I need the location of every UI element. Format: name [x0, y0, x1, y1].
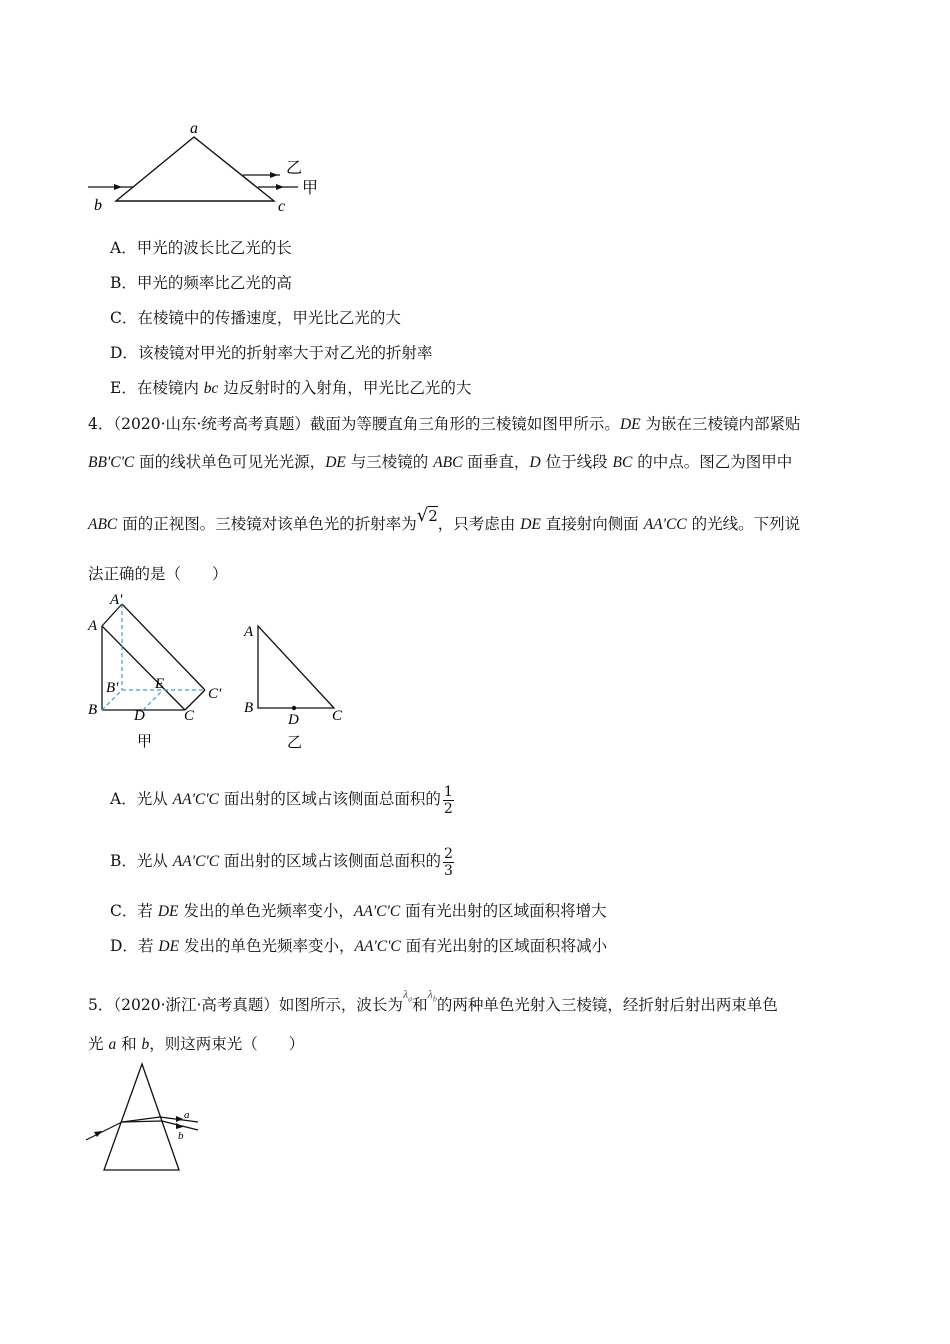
- q5-stem-line2: 光 a 和 b，则这两束光（ ）: [88, 1035, 305, 1053]
- label-jia: 甲: [302, 180, 319, 197]
- fraction-2-3: $\frac{2}{3}$: [444, 845, 453, 879]
- label-c: c: [278, 198, 286, 215]
- svg-text:D: D: [288, 712, 299, 728]
- svg-text:B: B: [88, 702, 98, 718]
- svg-text:乙: 乙: [287, 735, 303, 751]
- q4-stem-line2: BB'C'C 面的线状单色可见光光源，DE 与三棱镜的 ABC 面垂直，D 位于线段 BC 的中点。图乙为图甲中: [88, 453, 793, 471]
- q3-option-d[interactable]: D．该棱镜对甲光的折射率大于对乙光的折射率: [110, 344, 433, 362]
- label-b: b: [94, 197, 102, 214]
- q4-option-a[interactable]: A．光从 AA'C'C 面出射的区域占该侧面总面积的 $\frac{1}{2}$: [110, 783, 453, 817]
- prism-triangle: [104, 1064, 179, 1170]
- svg-text:D: D: [134, 708, 145, 724]
- q4-option-b[interactable]: B．光从 AA'C'C 面出射的区域占该侧面总面积的 $\frac{2}{3}$: [110, 845, 453, 879]
- lambda-b: λb: [427, 987, 437, 1004]
- svg-text:a: a: [184, 1109, 190, 1121]
- svg-text:C: C: [184, 708, 195, 724]
- q5-stem-line1: 5．（2020·浙江·高考真题）如图所示，波长为$^{\lambda_a}$和$^{\lambda_b}$的两种单色光射入三棱镜，经折射后射出两束单色: [88, 987, 778, 1014]
- q4-stem-line3: ABC 面的正视图。三棱镜对该单色光的折射率为√2，只考虑由 DE 直接射向侧面 AA'CC 的光线。下列说: [88, 505, 801, 533]
- lambda-a: λa: [402, 987, 413, 1004]
- sqrt-2: √2: [416, 505, 438, 526]
- q3-option-a[interactable]: A．甲光的波长比乙光的长: [110, 239, 292, 257]
- svg-text:b: b: [178, 1130, 184, 1142]
- svg-text:A: A: [88, 618, 98, 634]
- svg-text:E: E: [155, 676, 165, 692]
- svg-text:甲: 甲: [137, 734, 153, 750]
- q4-option-d[interactable]: D．若 DE 发出的单色光频率变小，AA'C'C 面有光出射的区域面积将减小: [110, 937, 608, 955]
- svg-text:B': B': [106, 680, 119, 696]
- q3-option-c[interactable]: C．在棱镜中的传播速度，甲光比乙光的大: [110, 309, 401, 327]
- figure-jia: [87, 592, 222, 750]
- svg-text:C': C': [208, 686, 222, 702]
- fraction-1-2: $\frac{1}{2}$: [443, 783, 453, 817]
- label-yi: 乙: [286, 160, 303, 177]
- svg-text:C: C: [332, 708, 343, 724]
- label-a: a: [190, 120, 198, 137]
- question-number: 5．: [88, 996, 114, 1014]
- triangle-abc: [116, 137, 274, 201]
- q4-stem-line4: 法正确的是（ ）: [88, 565, 228, 583]
- q4-stem-line1: 4．（2020·山东·统考高考真题）截面为等腰直角三角形的三棱镜如图甲所示。DE 为嵌在三棱镜内部紧贴: [88, 415, 801, 433]
- figure-prism-ab: [80, 1060, 210, 1175]
- q3-option-b[interactable]: B．甲光的频率比乙光的高: [110, 274, 292, 292]
- svg-text:A': A': [110, 592, 123, 608]
- q3-option-e[interactable]: E．在棱镜内 bc 边反射时的入射角，甲光比乙光的大: [110, 379, 472, 397]
- question-number: 4．: [88, 415, 114, 433]
- svg-text:B: B: [244, 700, 254, 716]
- figure-prism-jia-yi: [80, 115, 340, 220]
- q4-option-c[interactable]: C．若 DE 发出的单色光频率变小，AA'C'C 面有光出射的区域面积将增大: [110, 902, 607, 920]
- svg-text:A: A: [244, 624, 254, 640]
- figure-prism-3d-and-front: [80, 588, 380, 760]
- figure-yi: [243, 624, 343, 751]
